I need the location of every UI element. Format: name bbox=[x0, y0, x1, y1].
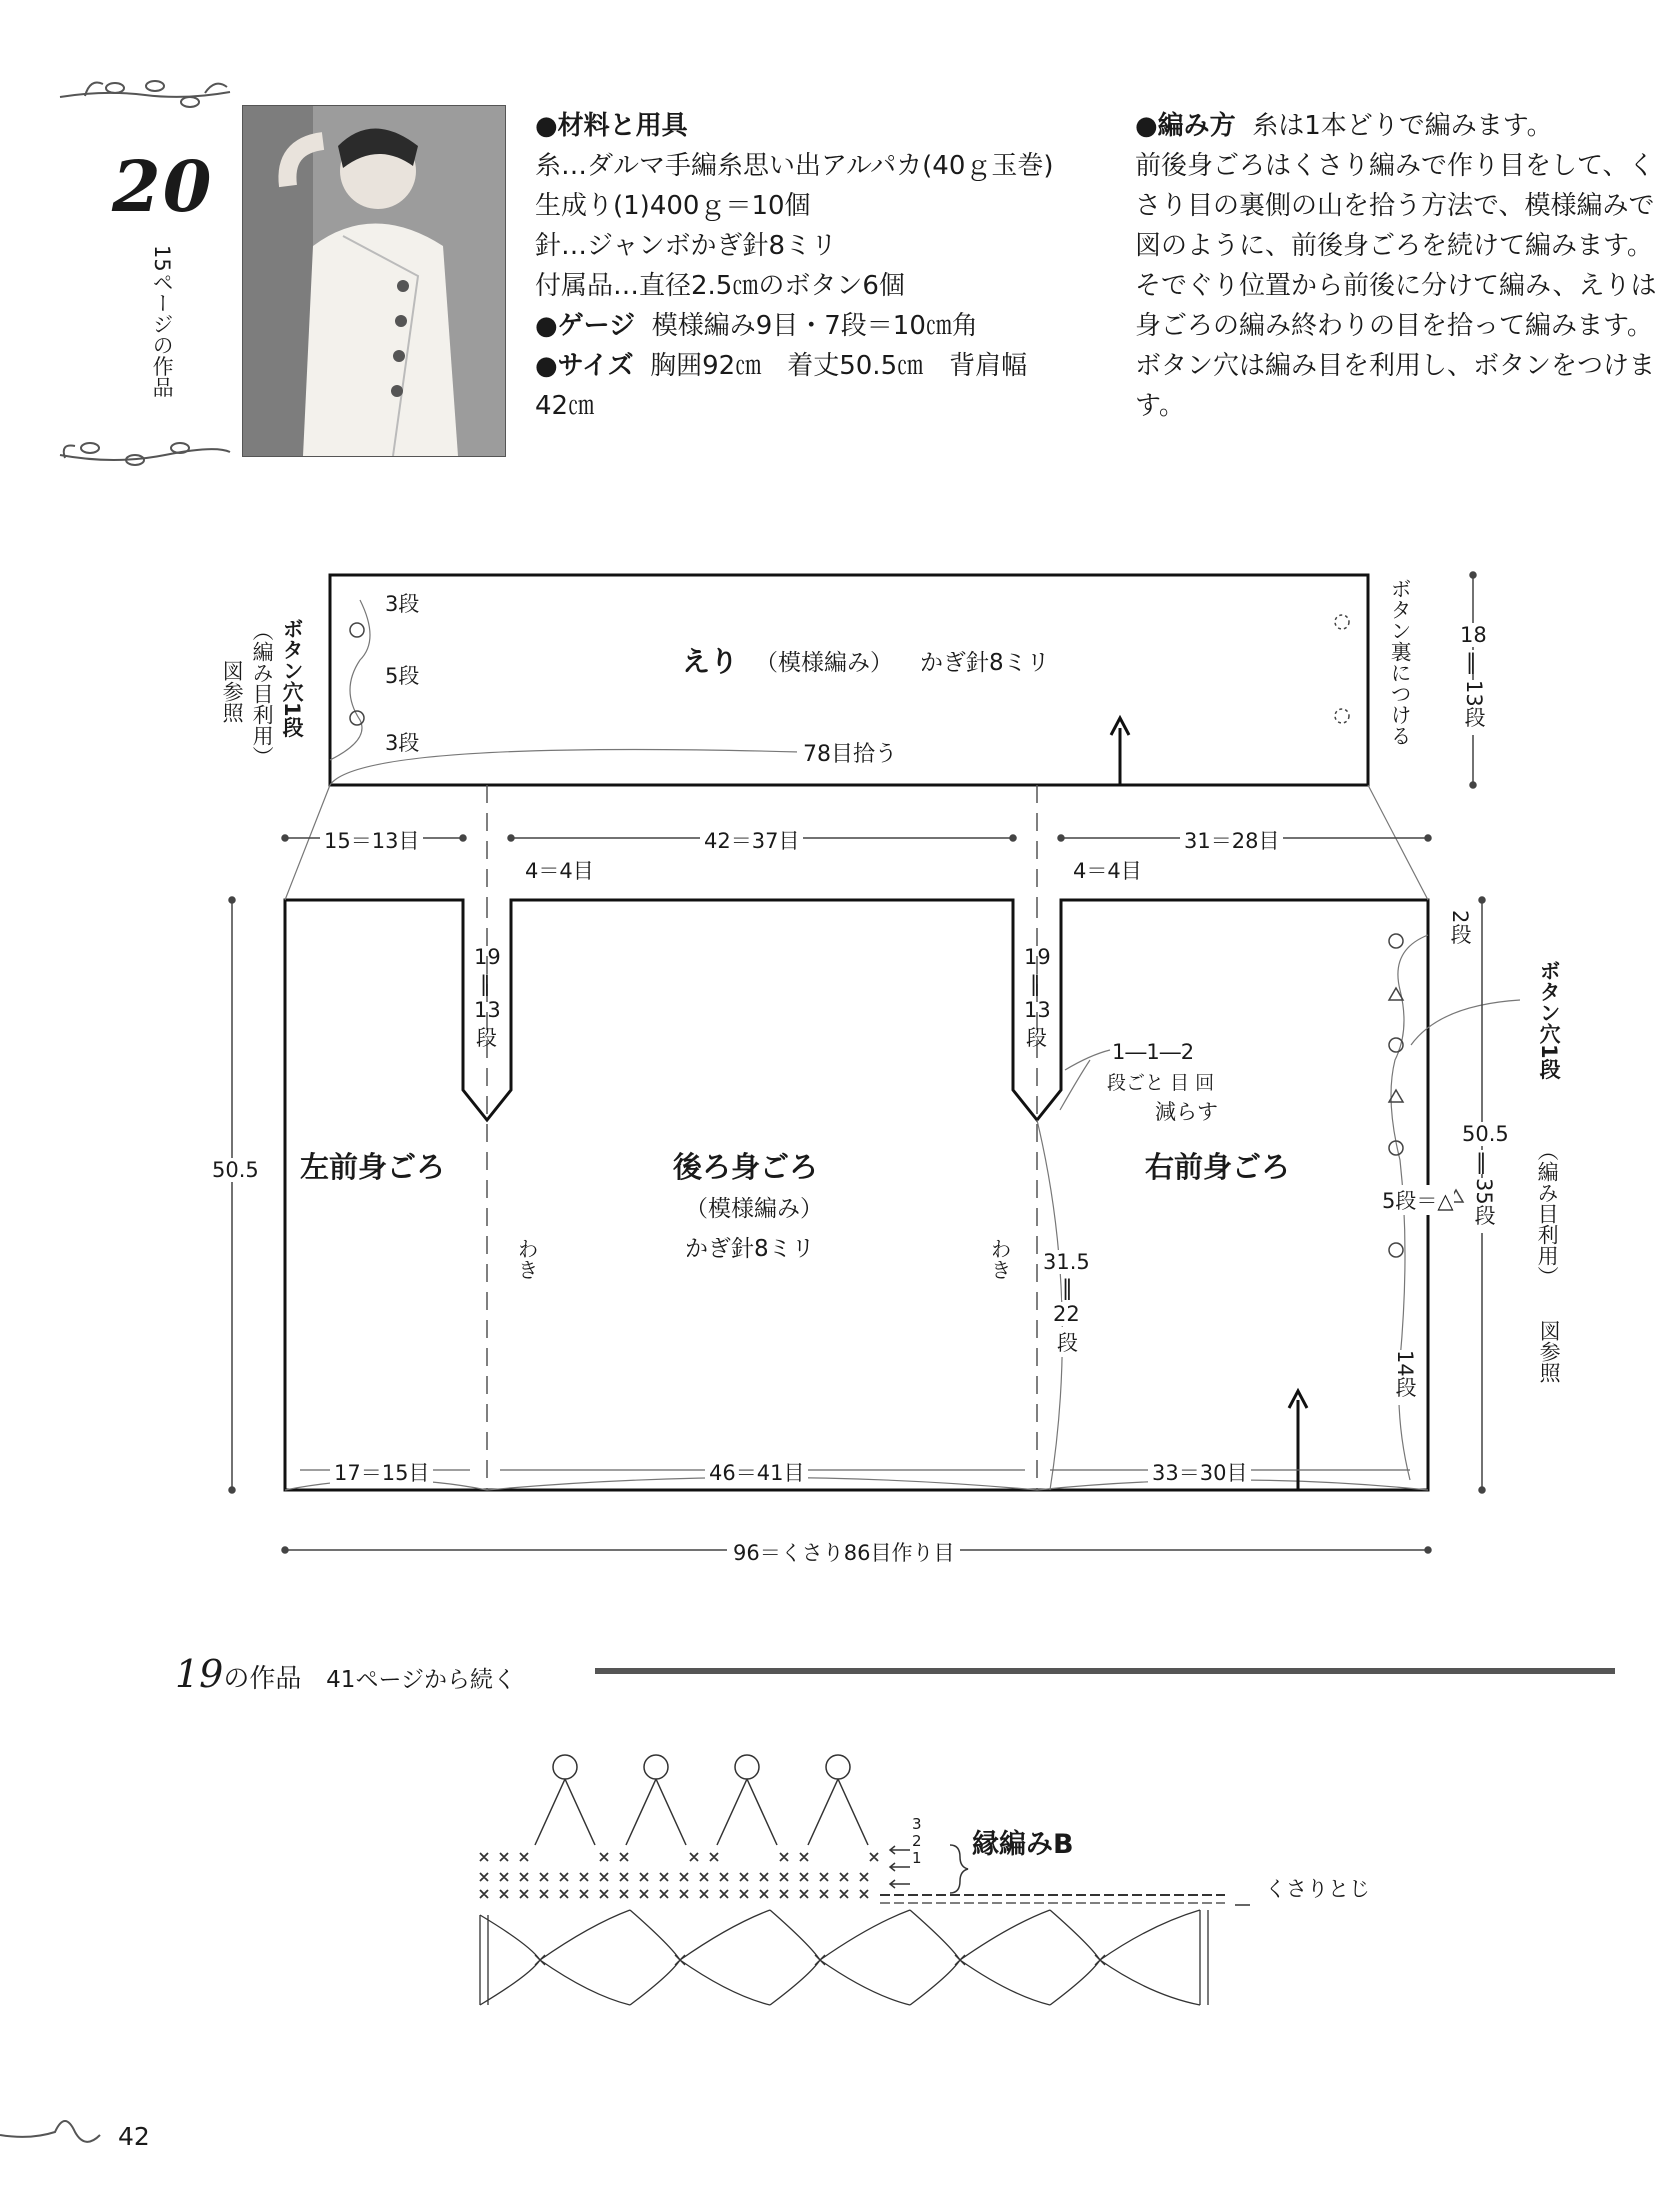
section-19-continues: 41ページから続く bbox=[326, 1667, 516, 1693]
side-label-left: わき bbox=[515, 1238, 540, 1280]
method-line: す。 bbox=[1135, 391, 1185, 421]
back-stitch: （模様編み） bbox=[685, 1196, 823, 1222]
row-label-1: 1 bbox=[912, 1849, 922, 1867]
page-number: 42 bbox=[118, 2122, 150, 2151]
body-outline bbox=[285, 900, 1428, 1490]
collar-height-cm: 18 bbox=[1460, 623, 1487, 647]
side-height-rows: 22 bbox=[1053, 1302, 1080, 1326]
armhole-depth-rows: 13 bbox=[474, 998, 501, 1022]
collar-needle: かぎ針8ミリ bbox=[920, 650, 1050, 676]
side-height-unit: 段 bbox=[1057, 1327, 1078, 1357]
left-front-label: 左前身ごろ bbox=[300, 1150, 446, 1184]
method-line: ボタン穴は編み目を利用し、ボタンをつけま bbox=[1135, 351, 1656, 381]
section-19-suffix: の作品 bbox=[223, 1664, 302, 1694]
armhole-depth-cm-r: 19 bbox=[1024, 945, 1051, 969]
chain-close-label: くさりとじ bbox=[1265, 1877, 1370, 1901]
materials-line: 針…ジャンボかぎ針8ミリ bbox=[535, 231, 838, 261]
front-buttonhole-note-2: （編み目利用） bbox=[1535, 1140, 1560, 1287]
row-label-2: 2 bbox=[912, 1832, 922, 1850]
front-rows-14: 14段 bbox=[1393, 1350, 1416, 1405]
collar-rows-bot: 3段 bbox=[385, 731, 420, 755]
right-front-label: 右前身ごろ bbox=[1145, 1150, 1291, 1184]
materials-line: 付属品…直径2.5㎝のボタン6個 bbox=[535, 271, 905, 301]
collar-pickup: 78目拾う bbox=[797, 737, 903, 768]
materials-line: 生成り(1)400ｇ＝10個 bbox=[535, 191, 811, 221]
back-needle: かぎ針8ミリ bbox=[685, 1236, 815, 1262]
collar-stitch: （模様編み） bbox=[755, 650, 893, 676]
picot-row bbox=[535, 1755, 868, 1845]
size-label: ●サイズ bbox=[535, 351, 634, 381]
armhole-width-right: 4＝4目 bbox=[1073, 859, 1142, 883]
front-buttonhole-note: ボタン穴1段 bbox=[1537, 960, 1562, 1080]
body-height-eq: ‖ bbox=[1476, 1150, 1487, 1174]
source-page-label: 15ページの作品 bbox=[150, 245, 175, 398]
armhole-depth-unit: 段 bbox=[476, 1026, 497, 1050]
method-line: 図のように、前後身ごろを続けて編みます。 bbox=[1135, 231, 1653, 261]
gauge-value: 模様編み9目・7段＝10㎝角 bbox=[651, 311, 978, 341]
collar-height-eq: ‖ bbox=[1466, 650, 1477, 674]
method-note: 糸は1本どりで編みます。 bbox=[1252, 111, 1553, 141]
bottom-center-width: 46＝41目 bbox=[705, 1457, 808, 1487]
collar-buttonhole-note-2: （編み目利用） bbox=[250, 620, 275, 767]
collar-button-mark bbox=[1335, 709, 1349, 723]
body-height-rows: 35段 bbox=[1472, 1178, 1495, 1233]
decrease-rule: 1―1―2 bbox=[1112, 1040, 1195, 1064]
bottom-left-width: 17＝15目 bbox=[330, 1457, 433, 1487]
collar-height-rows: 13段 bbox=[1462, 680, 1485, 735]
body-height-right: 50.5 bbox=[1462, 1122, 1509, 1146]
section-19-heading bbox=[175, 1652, 516, 1696]
size-value-cont: 42㎝ bbox=[535, 391, 595, 421]
total-width: 96＝くさり86目作り目 bbox=[727, 1537, 960, 1567]
edging-b-label: 縁編みB bbox=[972, 1829, 1074, 1860]
left-top-width: 15＝13目 bbox=[320, 825, 423, 855]
decrease-rule-legend: 段ごと 目 回 bbox=[1107, 1072, 1215, 1094]
method-line: 身ごろの編み終わりの目を拾って編みます。 bbox=[1135, 311, 1653, 341]
armhole-depth-cm: 19 bbox=[474, 945, 501, 969]
row-label-3: 3 bbox=[912, 1815, 922, 1833]
gauge-label: ●ゲージ bbox=[535, 311, 636, 341]
right-top-width: 31＝28目 bbox=[1180, 825, 1283, 855]
materials-heading: ●材料と用具 bbox=[535, 111, 688, 141]
collar-buttonhole-note-3: 図参照 bbox=[220, 660, 245, 723]
size-value: 胸囲92㎝ 着丈50.5㎝ 背肩幅 bbox=[650, 351, 1028, 381]
armhole-width-left: 4＝4目 bbox=[525, 859, 594, 883]
armhole-depth-rows-r: 13 bbox=[1024, 998, 1051, 1022]
back-label: 後ろ身ごろ bbox=[673, 1150, 819, 1184]
materials-line: 糸…ダルマ手編糸思い出アルパカ(40ｇ玉巻) bbox=[535, 151, 1054, 181]
side-height-eq: ‖ bbox=[1062, 1276, 1073, 1300]
method-heading: ●編み方 bbox=[1135, 111, 1236, 141]
edging-b-chart bbox=[440, 1745, 1260, 2025]
front-rows-2: 2段 bbox=[1448, 910, 1473, 945]
front-buttonhole-note-3: 図参照 bbox=[1537, 1320, 1562, 1383]
side-label-right: わき bbox=[988, 1238, 1013, 1280]
body-height-left: 50.5 bbox=[212, 1158, 259, 1182]
front-buttonhole bbox=[1389, 934, 1403, 948]
section-19-number: 19 bbox=[175, 1652, 224, 1696]
method-line: さり目の裏側の山を拾う方法で、模様編みで bbox=[1135, 191, 1655, 221]
button-back-note: ボタン裏につける bbox=[1388, 578, 1413, 746]
armhole-depth-unit-r: 段 bbox=[1026, 1026, 1047, 1050]
collar-buttonhole-note: ボタン穴1段 bbox=[280, 618, 305, 738]
pattern-number: 20 bbox=[112, 145, 214, 228]
center-top-width: 42＝37目 bbox=[700, 825, 803, 855]
side-height-cm: 31.5 bbox=[1043, 1250, 1090, 1274]
front-buttonhole bbox=[1389, 1243, 1403, 1257]
armhole-depth-eq: ‖ bbox=[480, 972, 491, 996]
front-rows-5: 5段＝△ bbox=[1382, 1185, 1454, 1215]
footer-ornament bbox=[0, 2121, 100, 2142]
armhole-depth-eq-r: ‖ bbox=[1030, 972, 1041, 996]
collar-rows-mid: 5段 bbox=[385, 664, 420, 688]
method-line: 前後身ごろはくさり編みで作り目をして、く bbox=[1135, 151, 1655, 181]
method-line: そでぐり位置から前後に分けて編み、えりは bbox=[1135, 271, 1657, 301]
collar-title: えり bbox=[682, 645, 739, 678]
collar-button-mark bbox=[1335, 615, 1349, 629]
collar-rows-top: 3段 bbox=[385, 592, 420, 616]
collar-buttonhole bbox=[350, 711, 364, 725]
collar-buttonhole bbox=[350, 623, 364, 637]
decrease-rule-text: 減らす bbox=[1155, 1100, 1218, 1124]
bottom-right-width: 33＝30目 bbox=[1148, 1457, 1251, 1487]
